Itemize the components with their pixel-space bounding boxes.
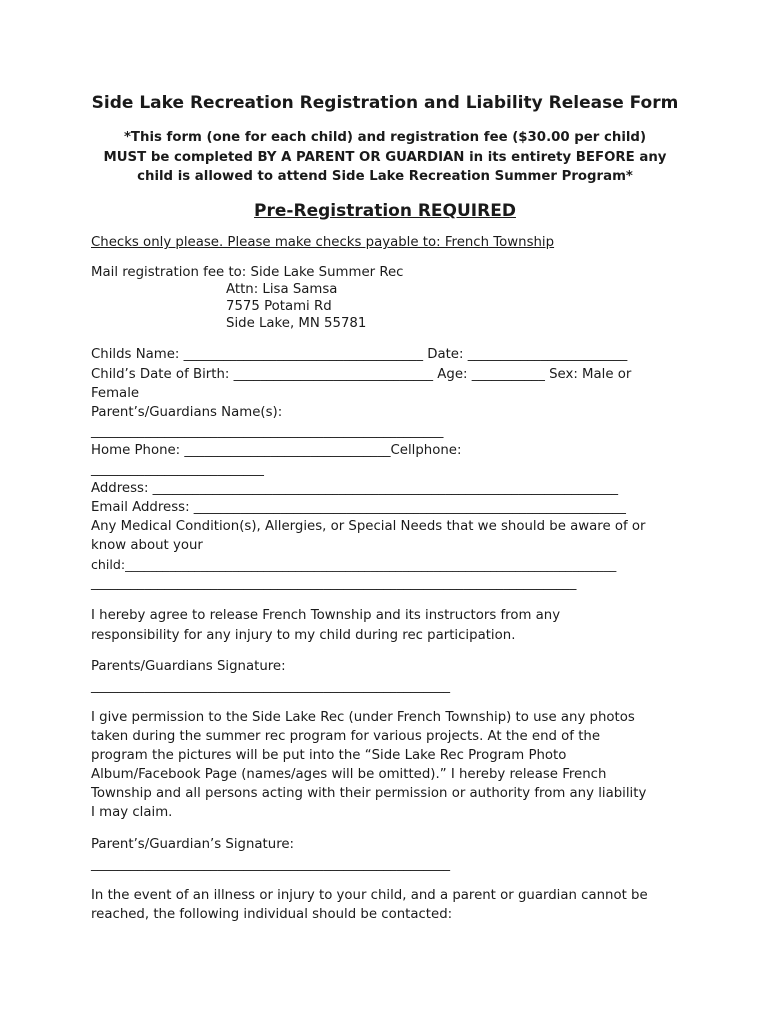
phone-field[interactable]: Home Phone: _______________________________Cellphone: <box>91 443 462 458</box>
prereg-heading: Pre-Registration REQUIRED <box>254 201 516 221</box>
birth-age-sex-field[interactable]: Child’s Date of Birth: ______________________________ Age: ___________ Sex: Male or <box>91 367 632 382</box>
photo-consent-text: Album/Facebook Page (names/ages will be omitted).” I hereby release French <box>91 767 607 782</box>
medical-field-cont[interactable]: _________________________________________________________________________ <box>91 576 577 591</box>
photo-consent-text: I may claim. <box>91 805 173 820</box>
photo-consent-text: I give permission to the Side Lake Rec (under French Township) to use any photos <box>91 710 635 725</box>
release-text: responsibility for any injury to my child during rec participation. <box>91 628 516 643</box>
release-text: I hereby agree to release French Township and its instructors from any <box>91 608 561 623</box>
cellphone-field[interactable]: __________________________ <box>91 462 264 477</box>
form-title: Side Lake Recreation Registration and Liability Release Form <box>91 93 679 113</box>
photo-signature-label: Parent’s/Guardian’s Signature: <box>91 837 295 852</box>
address-field[interactable]: Address: ______________________________________________________________________ <box>91 481 619 496</box>
release-signature-field[interactable]: ______________________________________________________ <box>91 679 451 694</box>
medical-field[interactable]: child:______________________________________________________________________________ <box>91 557 617 572</box>
mail-label: Mail registration fee to: Side Lake Summer Rec <box>91 265 404 280</box>
mail-street: 7575 Potami Rd <box>226 299 332 314</box>
sex-continued: Female <box>91 386 140 401</box>
guardian-name-label: Parent’s/Guardians Name(s): <box>91 405 283 420</box>
photo-consent-text: program the pictures will be put into the “Side Lake Rec Program Photo <box>91 748 567 763</box>
childs-name-field[interactable]: Childs Name: ____________________________________ Date: ________________________ <box>91 347 628 362</box>
medical-label-cont: know about your <box>91 538 203 553</box>
checks-instruction: Checks only please. Please make checks payable to: French Township <box>91 235 555 250</box>
medical-label: Any Medical Condition(s), Allergies, or Special Needs that we should be aware of or <box>91 519 646 534</box>
photo-signature-field[interactable]: ______________________________________________________ <box>91 857 451 872</box>
notice-line: child is allowed to attend Side Lake Recreation Summer Program* <box>137 169 633 184</box>
registration-notice <box>85 128 685 187</box>
photo-consent-text: Township and all persons acting with their permission or authority from any liability <box>91 786 647 801</box>
guardian-name-field[interactable]: _____________________________________________________ <box>91 424 444 439</box>
mail-attn: Attn: Lisa Samsa <box>226 282 338 297</box>
release-signature-label: Parents/Guardians Signature: <box>91 659 286 674</box>
emergency-text: reached, the following individual should be contacted: <box>91 907 453 922</box>
email-field[interactable]: Email Address: _________________________________________________________________ <box>91 500 626 515</box>
notice-line: MUST be completed BY A PARENT OR GUARDIAN in its entirety BEFORE any <box>103 149 667 165</box>
emergency-text: In the event of an illness or injury to your child, and a parent or guardian cannot be <box>91 888 648 903</box>
notice-line: *This form (one for each child) and registration fee ($30.00 per child) <box>123 130 647 145</box>
photo-consent-text: taken during the summer rec program for various projects. At the end of the <box>91 729 601 744</box>
mail-city: Side Lake, MN 55781 <box>226 316 367 331</box>
